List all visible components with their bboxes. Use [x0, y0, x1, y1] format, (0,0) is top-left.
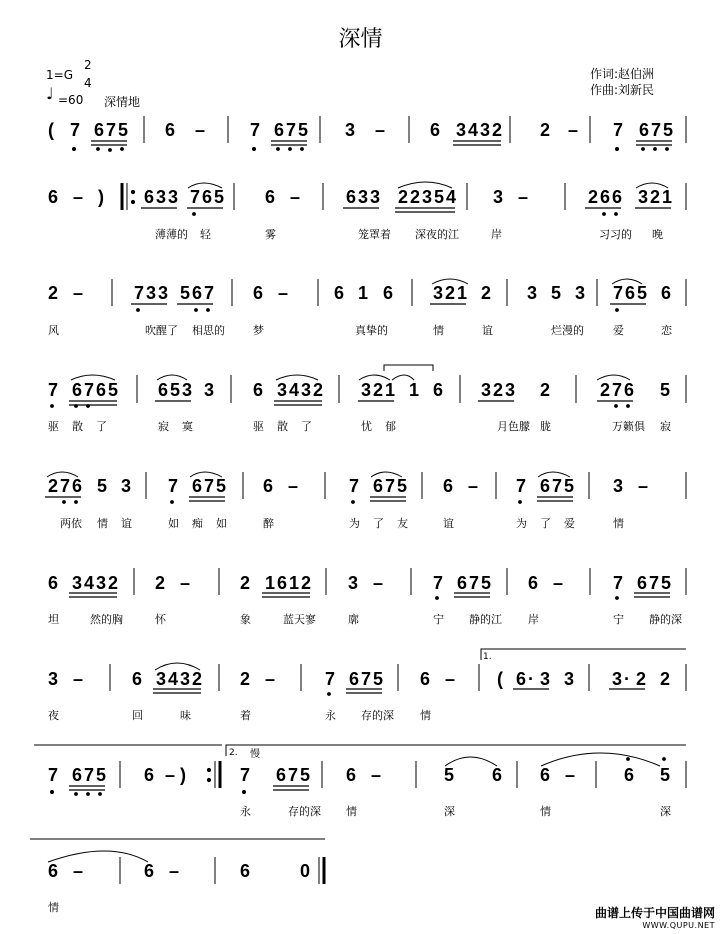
score-note: – — [195, 120, 206, 140]
score-note: 2 — [481, 283, 492, 303]
lyric-syllable: 驱 — [253, 420, 264, 433]
score-note: 7 — [84, 765, 95, 785]
score-note: 3 — [480, 120, 491, 140]
score-note: 6 — [492, 765, 503, 785]
score-note: 6 — [383, 283, 394, 303]
score-note: 7 — [552, 476, 563, 496]
score-note: 7 — [84, 380, 95, 400]
score-note: 6 — [373, 476, 384, 496]
score-note: 3 — [182, 380, 193, 400]
lyric-syllable: 醉 — [263, 517, 274, 530]
lyric-syllable: 了 — [301, 420, 312, 433]
score-note: · — [624, 669, 630, 689]
lyric-syllable: 存的深 — [288, 805, 321, 818]
score-note: 5 — [397, 476, 408, 496]
score-note: 3 — [96, 573, 107, 593]
lyric-syllable: 情 — [48, 901, 59, 914]
key-signature: 1=G — [46, 68, 73, 82]
score-note: 7 — [204, 476, 215, 496]
lyric-syllable: 了 — [373, 517, 384, 530]
score-note: 7 — [48, 380, 59, 400]
score-note: 7 — [433, 573, 444, 593]
score-note: 5 — [300, 765, 311, 785]
lyric-syllable: 静的深 — [649, 613, 682, 626]
score-note: ( — [497, 669, 503, 689]
score-note: 6 — [349, 669, 360, 689]
lyric-syllable: 永 — [240, 805, 251, 818]
score-lyrics — [48, 227, 682, 914]
score-note: 6 — [132, 669, 143, 689]
score-note: 4 — [446, 187, 457, 207]
score-note: 6 — [624, 380, 635, 400]
score-note: 7 — [240, 765, 251, 785]
lyric-syllable: 深 — [660, 805, 671, 818]
score-note: 6 — [443, 476, 454, 496]
score-note: 3 — [180, 669, 191, 689]
score-note: 6 — [276, 765, 287, 785]
score-note: 4 — [289, 380, 300, 400]
score-note: 6 — [420, 669, 431, 689]
score-note: 3 — [481, 380, 492, 400]
lyric-syllable: 胧 — [540, 420, 551, 433]
score-note: 1 — [289, 573, 300, 593]
score-note: 7 — [60, 476, 71, 496]
score-note: 3 — [564, 669, 575, 689]
lyric-syllable: 两依 — [60, 517, 82, 530]
lyric-syllable: 情 — [97, 517, 108, 530]
score-note: 7 — [288, 765, 299, 785]
score-note: 5 — [298, 120, 309, 140]
score-note: 5 — [170, 380, 181, 400]
score-note: 6 — [334, 283, 345, 303]
score-note: 5 — [97, 476, 108, 496]
score-note: 5 — [214, 187, 225, 207]
score-note: 6 — [661, 283, 672, 303]
score-note: 7 — [106, 120, 117, 140]
score-note: 4 — [168, 669, 179, 689]
score-note: 3 — [156, 669, 167, 689]
score-note: 6 — [158, 380, 169, 400]
score-note: 5 — [663, 120, 674, 140]
score-note: 5 — [551, 283, 562, 303]
score-note: 6 — [144, 187, 155, 207]
score-note: 7 — [649, 573, 660, 593]
lyric-syllable: 月色朦 — [497, 420, 530, 433]
score-note: ( — [48, 120, 54, 140]
lyric-syllable: 友 — [397, 517, 408, 530]
score-note: 6 — [637, 573, 648, 593]
lyric-syllable: 永 — [325, 709, 336, 722]
watermark-url: WWW.QUPU.NET — [642, 921, 715, 930]
score-note: 3 — [433, 283, 444, 303]
score-note: 7 — [70, 120, 81, 140]
score-note: – — [73, 861, 84, 881]
score-note: – — [373, 573, 384, 593]
score-note: 3 — [158, 283, 169, 303]
score-note: 7 — [250, 120, 261, 140]
lyric-syllable: 谊 — [443, 517, 454, 530]
score-note: 3 — [361, 380, 372, 400]
song-title: 深情 — [338, 27, 383, 52]
score-note: 7 — [613, 573, 624, 593]
score-note: 6 — [612, 187, 623, 207]
lyric-syllable: 晚 — [652, 228, 663, 241]
score-note: 2 — [301, 573, 312, 593]
lyric-syllable: 如 — [168, 517, 179, 530]
score-note: 6 — [528, 573, 539, 593]
lyric-syllable: 了 — [96, 420, 107, 433]
quarter-note-icon: ♩ — [46, 84, 54, 103]
lyric-syllable: 蓝天寥 — [283, 613, 316, 626]
score-note: 2 — [313, 380, 324, 400]
score-note: 3 — [505, 380, 516, 400]
score-note: – — [638, 476, 649, 496]
score-note: 6 — [48, 573, 59, 593]
score-note: 6 — [72, 765, 83, 785]
lyric-syllable: 情 — [613, 517, 624, 530]
score-note: 5 — [661, 573, 672, 593]
score-note: – — [165, 765, 176, 785]
score-note: 7 — [48, 765, 59, 785]
ending-1-label: 1. — [483, 652, 492, 662]
score-note: 5 — [96, 765, 107, 785]
score-note: 6 — [540, 476, 551, 496]
score-note: 1 — [409, 380, 420, 400]
score-note: 7 — [385, 476, 396, 496]
lyric-syllable: 轻 — [200, 228, 211, 241]
score-note: 2 — [108, 573, 119, 593]
score-note: – — [518, 187, 529, 207]
score-note: 3 — [168, 187, 179, 207]
score-note: 1 — [457, 283, 468, 303]
score-note: 5 — [660, 380, 671, 400]
time-signature-bottom: 4 — [84, 76, 92, 90]
lyric-syllable: 梦 — [253, 324, 264, 337]
score-note: 2 — [48, 283, 59, 303]
score-note: 5 — [444, 765, 455, 785]
score-note: · — [528, 669, 534, 689]
score-note: 5 — [373, 669, 384, 689]
lyric-syllable: 习习的 — [599, 228, 632, 241]
score-note: – — [375, 120, 386, 140]
score-note: 7 — [168, 476, 179, 496]
score-note: 3 — [348, 573, 359, 593]
lyric-syllable: 着 — [240, 709, 251, 722]
watermark — [595, 904, 715, 930]
octave-dots — [51, 148, 672, 796]
score-note: 3 — [613, 476, 624, 496]
lyric-syllable: 痴 — [192, 517, 203, 530]
score-note: 7 — [469, 573, 480, 593]
lyric-syllable: 静的江 — [469, 613, 502, 626]
lyric-syllable: 忧 — [361, 420, 372, 433]
score-note: 1 — [358, 283, 369, 303]
score-note: 7 — [134, 283, 145, 303]
score-note: 4 — [468, 120, 479, 140]
score-note: 2 — [48, 476, 59, 496]
score-note: 0 — [300, 861, 311, 881]
score-note: 2 — [600, 380, 611, 400]
lyric-syllable: 宁 — [433, 613, 444, 626]
score-note: 6 — [48, 861, 59, 881]
score-note: 2 — [373, 380, 384, 400]
score-note: 5 — [108, 380, 119, 400]
score-note: 6 — [346, 765, 357, 785]
lyric-syllable: 相思的 — [192, 324, 225, 337]
score-note: – — [371, 765, 382, 785]
score-note: – — [73, 283, 84, 303]
score-note: – — [553, 573, 564, 593]
score-note: 3 — [493, 187, 504, 207]
score-note: – — [290, 187, 301, 207]
slow-marking: 慢 — [250, 749, 260, 760]
score-note: 3 — [527, 283, 538, 303]
lyric-syllable: 夜 — [48, 709, 59, 722]
lyric-syllable: 散 — [277, 420, 288, 433]
score-note: 2 — [192, 669, 203, 689]
time-signature-top: 2 — [84, 58, 92, 72]
score-note: 3 — [422, 187, 433, 207]
score-note: 6 — [96, 380, 107, 400]
score-note: 6 — [265, 187, 276, 207]
score-note: 3 — [301, 380, 312, 400]
score-note: 2 — [540, 120, 551, 140]
score-note: 6 — [346, 187, 357, 207]
lyric-syllable: 恋 — [661, 324, 672, 337]
score-note: – — [278, 283, 289, 303]
score-note: 2 — [588, 187, 599, 207]
score-note: ) — [180, 765, 186, 785]
score-note: 6 — [624, 765, 635, 785]
score-note: 5 — [481, 573, 492, 593]
lyric-syllable: 薄薄的 — [155, 228, 188, 241]
score-note: 6 — [277, 573, 288, 593]
lyric-syllable: 真挚的 — [355, 324, 388, 337]
score-note: – — [565, 765, 576, 785]
lyric-syllable: 廓 — [348, 613, 359, 626]
score-note: 6 — [192, 283, 203, 303]
lyric-syllable: 情 — [346, 805, 357, 818]
lyric-syllable: 岸 — [528, 613, 539, 626]
score-note: 1 — [662, 187, 673, 207]
score-note: 7 — [286, 120, 297, 140]
lyric-syllable: 味 — [180, 709, 191, 722]
score-note: 5 — [564, 476, 575, 496]
lyric-syllable: 爱 — [564, 517, 575, 530]
score-note: 2 — [240, 669, 251, 689]
lyric-syllable: 存的深 — [361, 709, 394, 722]
score-note: 3 — [277, 380, 288, 400]
score-note: 3 — [456, 120, 467, 140]
lyric-syllable: 岸 — [491, 228, 502, 241]
score-note: 3 — [540, 669, 551, 689]
score-note: 3 — [204, 380, 215, 400]
score-note: 3 — [575, 283, 586, 303]
score-note: – — [445, 669, 456, 689]
score-note: 5 — [180, 283, 191, 303]
score-note: 5 — [660, 765, 671, 785]
score-note: 7 — [516, 476, 527, 496]
score-note: – — [265, 669, 276, 689]
score-note: 6 — [72, 380, 83, 400]
score-note: – — [180, 573, 191, 593]
lyric-syllable: 雾 — [265, 228, 276, 241]
score-note: 7 — [325, 669, 336, 689]
score-note: 6 — [192, 476, 203, 496]
score-note: 2 — [650, 187, 661, 207]
score-note: 6 — [144, 861, 155, 881]
score-note: 6 — [625, 283, 636, 303]
score-note: – — [468, 476, 479, 496]
score-note: 6 — [72, 476, 83, 496]
ending-2-label: 2. — [229, 748, 238, 758]
score-note: 6 — [202, 187, 213, 207]
lyric-syllable: 为 — [516, 517, 527, 530]
score-note: 2 — [410, 187, 421, 207]
lyric-syllable: 情 — [433, 324, 444, 337]
score-note: 6 — [430, 120, 441, 140]
lyric-syllable: 风 — [48, 324, 59, 337]
score-note: 6 — [263, 476, 274, 496]
score-note: 3 — [638, 187, 649, 207]
score-note: ) — [98, 187, 104, 207]
lyric-syllable: 然的胸 — [90, 613, 123, 626]
lyric-syllable: 深夜的江 — [415, 228, 459, 241]
score-note: 1 — [265, 573, 276, 593]
lyric-syllable: 为 — [349, 517, 360, 530]
score-note: – — [73, 669, 84, 689]
score-note: 3 — [345, 120, 356, 140]
score-note: 2 — [493, 380, 504, 400]
score-note: 7 — [349, 476, 360, 496]
score-note: 3 — [72, 573, 83, 593]
lyricist-credit: 作词:赵伯洲 — [590, 67, 655, 81]
lyric-syllable: 情 — [540, 805, 551, 818]
score-note: 2 — [398, 187, 409, 207]
score-note: 3 — [146, 283, 157, 303]
score-note: 3 — [612, 669, 623, 689]
score-note: 6 — [165, 120, 176, 140]
lyric-syllable: 吹醒了 — [145, 324, 178, 337]
lyric-syllable: 散 — [72, 420, 83, 433]
score-note: 6 — [48, 187, 59, 207]
lyric-syllable: 万籁俱 — [612, 420, 645, 433]
score-note: 6 — [253, 380, 264, 400]
lyric-syllable: 笼罩着 — [358, 228, 391, 241]
lyric-syllable: 郁 — [385, 420, 396, 433]
lyric-syllable: 爱 — [613, 324, 624, 337]
score-note: 4 — [84, 573, 95, 593]
lyric-syllable: 寂 — [158, 420, 169, 433]
lyric-syllable: 怀 — [155, 613, 166, 626]
score-note: 3 — [370, 187, 381, 207]
score-note: 2 — [540, 380, 551, 400]
lyric-syllable: 寂 — [660, 420, 671, 433]
score-note: 7 — [613, 120, 624, 140]
score-note: – — [73, 187, 84, 207]
score-note: 6 — [144, 765, 155, 785]
score-note: 6 — [240, 861, 251, 881]
tempo-marking: =60 — [58, 93, 84, 107]
score-note: – — [288, 476, 299, 496]
lyric-syllable: 坦 — [48, 613, 59, 626]
score-note: 2 — [660, 669, 671, 689]
lyric-syllable: 深 — [444, 805, 455, 818]
score-note: 7 — [361, 669, 372, 689]
score-note: 6 — [457, 573, 468, 593]
score-note: 1 — [385, 380, 396, 400]
lyric-syllable: 回 — [132, 709, 143, 722]
lyric-syllable: 谊 — [121, 517, 132, 530]
score-note: 7 — [204, 283, 215, 303]
score-note: 7 — [651, 120, 662, 140]
lyric-syllable: 宁 — [613, 613, 624, 626]
lyric-syllable: 如 — [216, 517, 227, 530]
score-note: 5 — [434, 187, 445, 207]
lyric-syllable: 象 — [240, 613, 251, 626]
score-note: 2 — [492, 120, 503, 140]
lyric-syllable: 情 — [420, 709, 431, 722]
lyric-syllable: 驱 — [48, 420, 59, 433]
lyric-syllable: 谊 — [482, 324, 493, 337]
score-note: – — [568, 120, 579, 140]
score-note: 2 — [445, 283, 456, 303]
lyric-syllable: 寞 — [182, 420, 193, 433]
score-note: 5 — [637, 283, 648, 303]
score-note: – — [169, 861, 180, 881]
score-note: 3 — [358, 187, 369, 207]
lyric-syllable: 了 — [540, 517, 551, 530]
lyric-syllable: 烂漫的 — [551, 324, 584, 337]
score-note: 6 — [540, 765, 551, 785]
score-note: 7 — [190, 187, 201, 207]
score-note: 2 — [636, 669, 647, 689]
score-note: 6 — [433, 380, 444, 400]
score-note: 6 — [600, 187, 611, 207]
score-note: 5 — [216, 476, 227, 496]
composer-credit: 作曲:刘新民 — [590, 83, 655, 97]
score-note: 6 — [94, 120, 105, 140]
score-note: 7 — [613, 283, 624, 303]
score-note: 3 — [48, 669, 59, 689]
score-note: 3 — [156, 187, 167, 207]
score-note: 5 — [118, 120, 129, 140]
score-note: 3 — [121, 476, 132, 496]
score-note: 2 — [155, 573, 166, 593]
score-note: 7 — [612, 380, 623, 400]
score-note: 6 — [639, 120, 650, 140]
tuplet-bracket — [384, 365, 433, 371]
score-note: 6 — [274, 120, 285, 140]
score-note: 6 — [516, 669, 527, 689]
expression-marking: 深情地 — [104, 95, 141, 109]
score-note: 6 — [253, 283, 264, 303]
score-note: 2 — [240, 573, 251, 593]
watermark-site-name: 曲谱上传于中国曲谱网 — [594, 906, 715, 920]
